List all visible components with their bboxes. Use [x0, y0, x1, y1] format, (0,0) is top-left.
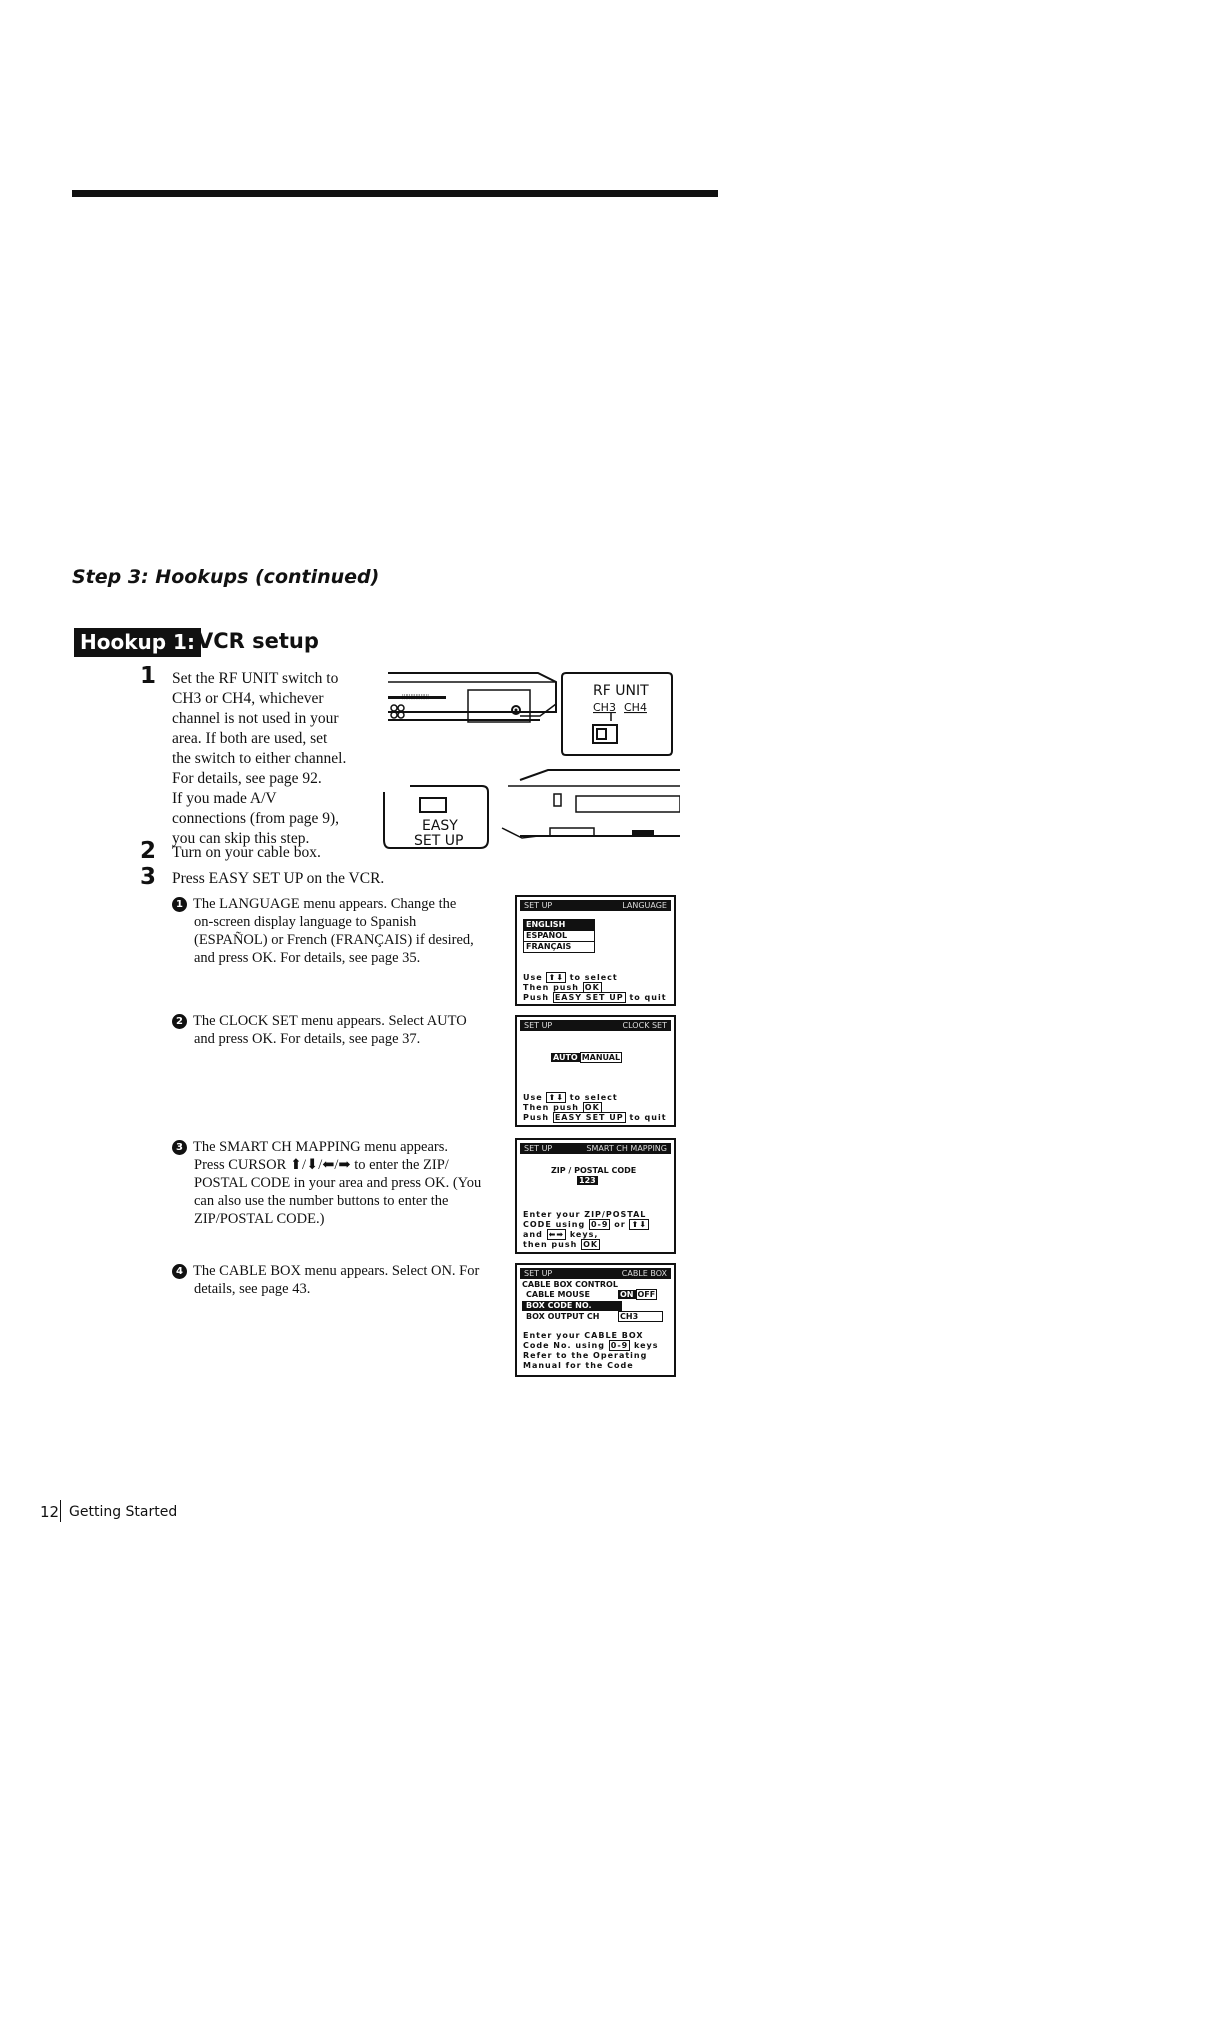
menu-hint-line: Use ⬆⬇ to select [523, 973, 618, 982]
arrow-keys-icon: ⬅➡ [548, 1230, 565, 1239]
menu-hint-line: Enter your CABLE BOX [523, 1331, 644, 1340]
substep-marker: 2 [172, 1014, 187, 1029]
substep-line: details, see page 43. [194, 1281, 311, 1297]
ch3-label: CH3 [593, 701, 616, 714]
cable-box-control-label: CABLE BOX CONTROL [522, 1280, 618, 1289]
clock-options [551, 1053, 622, 1063]
step-1-text [172, 669, 392, 849]
easy-label: EASY [422, 818, 458, 834]
easy-setup-key-icon: EASY SET UP [554, 993, 624, 1002]
svg-text:||||||||||||||||: |||||||||||||||| [402, 694, 429, 700]
setup-label: SET UP [414, 833, 464, 849]
ok-key-icon: OK [584, 1103, 600, 1112]
number-keys-icon: 0-9 [610, 1341, 629, 1350]
section-title: Step 3: Hookups (continued) [72, 566, 380, 588]
substep-line [172, 1012, 502, 1030]
substep-marker: 3 [172, 1140, 187, 1155]
cable-mouse-label: CABLE MOUSE [526, 1290, 590, 1299]
zip-code-label: ZIP / POSTAL CODE [551, 1166, 637, 1175]
cable-mouse-toggle[interactable] [618, 1290, 657, 1300]
rf-unit-label: RF UNIT [593, 683, 649, 699]
menu-hint-line: Code No. using 0-9 keys [523, 1341, 659, 1350]
ok-key-icon: OK [583, 1240, 599, 1249]
substep-line-text: The CABLE BOX menu appears. Select ON. For [193, 1263, 480, 1279]
substep-line: and press OK. For details, see page 37. [194, 1031, 421, 1047]
substep-4 [172, 1262, 502, 1298]
menu-hint-line: and ⬅➡ keys, [523, 1230, 599, 1239]
page-number: 12 [40, 1503, 60, 1521]
cable-box-menu-screen [515, 1263, 676, 1377]
menu-bar-right: CABLE BOX [621, 1269, 667, 1278]
step-number: 2 [140, 838, 157, 864]
callout-line [520, 704, 556, 716]
substep-line-text: The SMART CH MAPPING menu appears. [193, 1139, 449, 1155]
menu-hint-line: Push EASY SET UP to quit [523, 1113, 667, 1122]
vcr-rf-diagram [380, 668, 680, 860]
menu-bar-right: LANGUAGE [622, 901, 667, 910]
arrow-keys-icon: ⬆⬇ [631, 1220, 647, 1229]
substep-line: POSTAL CODE in your area and press OK. (You [194, 1175, 482, 1191]
menu-hint-line: Enter your ZIP/POSTAL [523, 1210, 647, 1219]
step-number: 1 [140, 663, 157, 689]
vcr-panel [468, 690, 530, 722]
language-menu-screen [515, 895, 676, 1006]
menu-bar-right: SMART CH MAPPING [586, 1144, 667, 1153]
hookup-badge: Hookup 1: [74, 628, 201, 657]
menu-hint-line: Then push OK [523, 983, 600, 992]
footer-divider [60, 1500, 61, 1522]
menu-title-bar [520, 1020, 671, 1031]
menu-title-bar [520, 1143, 671, 1154]
substep-2 [172, 1012, 502, 1048]
substep-line: can also use the number buttons to enter the [194, 1193, 449, 1209]
menu-hint-line: Manual for the Code [523, 1361, 634, 1370]
box-output-ch-label: BOX OUTPUT CH [526, 1312, 600, 1321]
clock-option-manual[interactable]: MANUAL [581, 1053, 621, 1062]
language-option-english[interactable]: ENGLISH [524, 920, 594, 930]
hookup-title: VCR setup [197, 629, 319, 653]
substep-line [172, 895, 502, 913]
menu-bar-left: SET UP [524, 1269, 553, 1278]
menu-hint-line: Then push OK [523, 1103, 600, 1112]
zip-code-field[interactable]: 123 [579, 1176, 596, 1185]
vcr-cassette-slot [576, 796, 680, 812]
substep-line: (ESPAÑOL) or French (FRANÇAIS) if desired, [194, 932, 474, 948]
substep-line [172, 1138, 502, 1156]
substep-marker: 4 [172, 1264, 187, 1279]
step-1-line: If you made A/V [172, 790, 277, 807]
substep-line [172, 1262, 502, 1280]
menu-title-bar [520, 1268, 671, 1279]
menu-hint-line: Use ⬆⬇ to select [523, 1093, 618, 1102]
substep-line-text: The LANGUAGE menu appears. Change the [193, 896, 457, 912]
substep-line: on-screen display language to Spanish [194, 914, 417, 930]
step-1-line: channel is not used in your [172, 710, 339, 727]
menu-bar-right: CLOCK SET [622, 1021, 667, 1030]
menu-hint-line: CODE using 0-9 or ⬆⬇ [523, 1220, 647, 1229]
menu-hint-line: Push EASY SET UP to quit [523, 993, 667, 1002]
substep-line: and press OK. For details, see page 35. [194, 950, 421, 966]
step-3-text: Press EASY SET UP on the VCR. [172, 870, 385, 887]
language-option-francais[interactable]: FRANÇAIS [524, 941, 594, 952]
substep-line-text: The CLOCK SET menu appears. Select AUTO [193, 1013, 467, 1029]
step-1-line: Set the RF UNIT switch to [172, 670, 339, 687]
arrow-keys-icon: ⬆⬇ [548, 1093, 564, 1102]
box-output-ch-value[interactable]: CH3 [618, 1311, 663, 1322]
step-2-text: Turn on your cable box. [172, 844, 321, 861]
substep-3 [172, 1138, 502, 1228]
menu-bar-left: SET UP [524, 901, 553, 910]
ok-key-icon: OK [584, 983, 600, 992]
menu-title-bar [520, 900, 671, 911]
number-keys-icon: 0-9 [590, 1220, 609, 1229]
power-indicator [554, 794, 561, 806]
step-1-line: For details, see page 92. [172, 770, 322, 787]
vcr-top-body [388, 673, 556, 712]
footer-section-label: Getting Started [69, 1504, 178, 1520]
cable-mouse-off[interactable]: OFF [637, 1290, 656, 1299]
substep-line: ZIP/POSTAL CODE.) [194, 1211, 325, 1227]
arrow-keys-icon: ⬆⬇ [548, 973, 564, 982]
language-options [523, 919, 595, 953]
cable-mouse-on[interactable]: ON [620, 1290, 634, 1299]
step-1-line: you can skip this step. [172, 830, 310, 847]
menu-hint-line: Refer to the Operating [523, 1351, 648, 1360]
clock-option-auto[interactable]: AUTO [553, 1053, 578, 1062]
menu-bar-left: SET UP [524, 1144, 553, 1153]
step-1-line: the switch to either channel. [172, 750, 347, 767]
ch4-label: CH4 [624, 701, 647, 714]
language-option-espanol[interactable]: ESPAÑOL [524, 930, 594, 941]
easy-setup-key-icon: EASY SET UP [554, 1113, 624, 1122]
substep-1 [172, 895, 502, 967]
step-1-line: CH3 or CH4, whichever [172, 690, 324, 707]
header-rule [72, 190, 718, 197]
step-1-line: area. If both are used, set [172, 730, 328, 747]
step-number: 3 [140, 864, 157, 890]
clock-set-menu-screen [515, 1015, 676, 1127]
step-1-line: connections (from page 9), [172, 810, 339, 827]
smart-ch-mapping-menu-screen [515, 1138, 676, 1254]
menu-hint-line: then push OK [523, 1240, 599, 1249]
substep-marker: 1 [172, 897, 187, 912]
substep-line: Press CURSOR ⬆/⬇/⬅/➡ to enter the ZIP/ [194, 1157, 449, 1173]
menu-bar-left: SET UP [524, 1021, 553, 1030]
box-code-no-label[interactable]: BOX CODE NO. [522, 1301, 622, 1311]
